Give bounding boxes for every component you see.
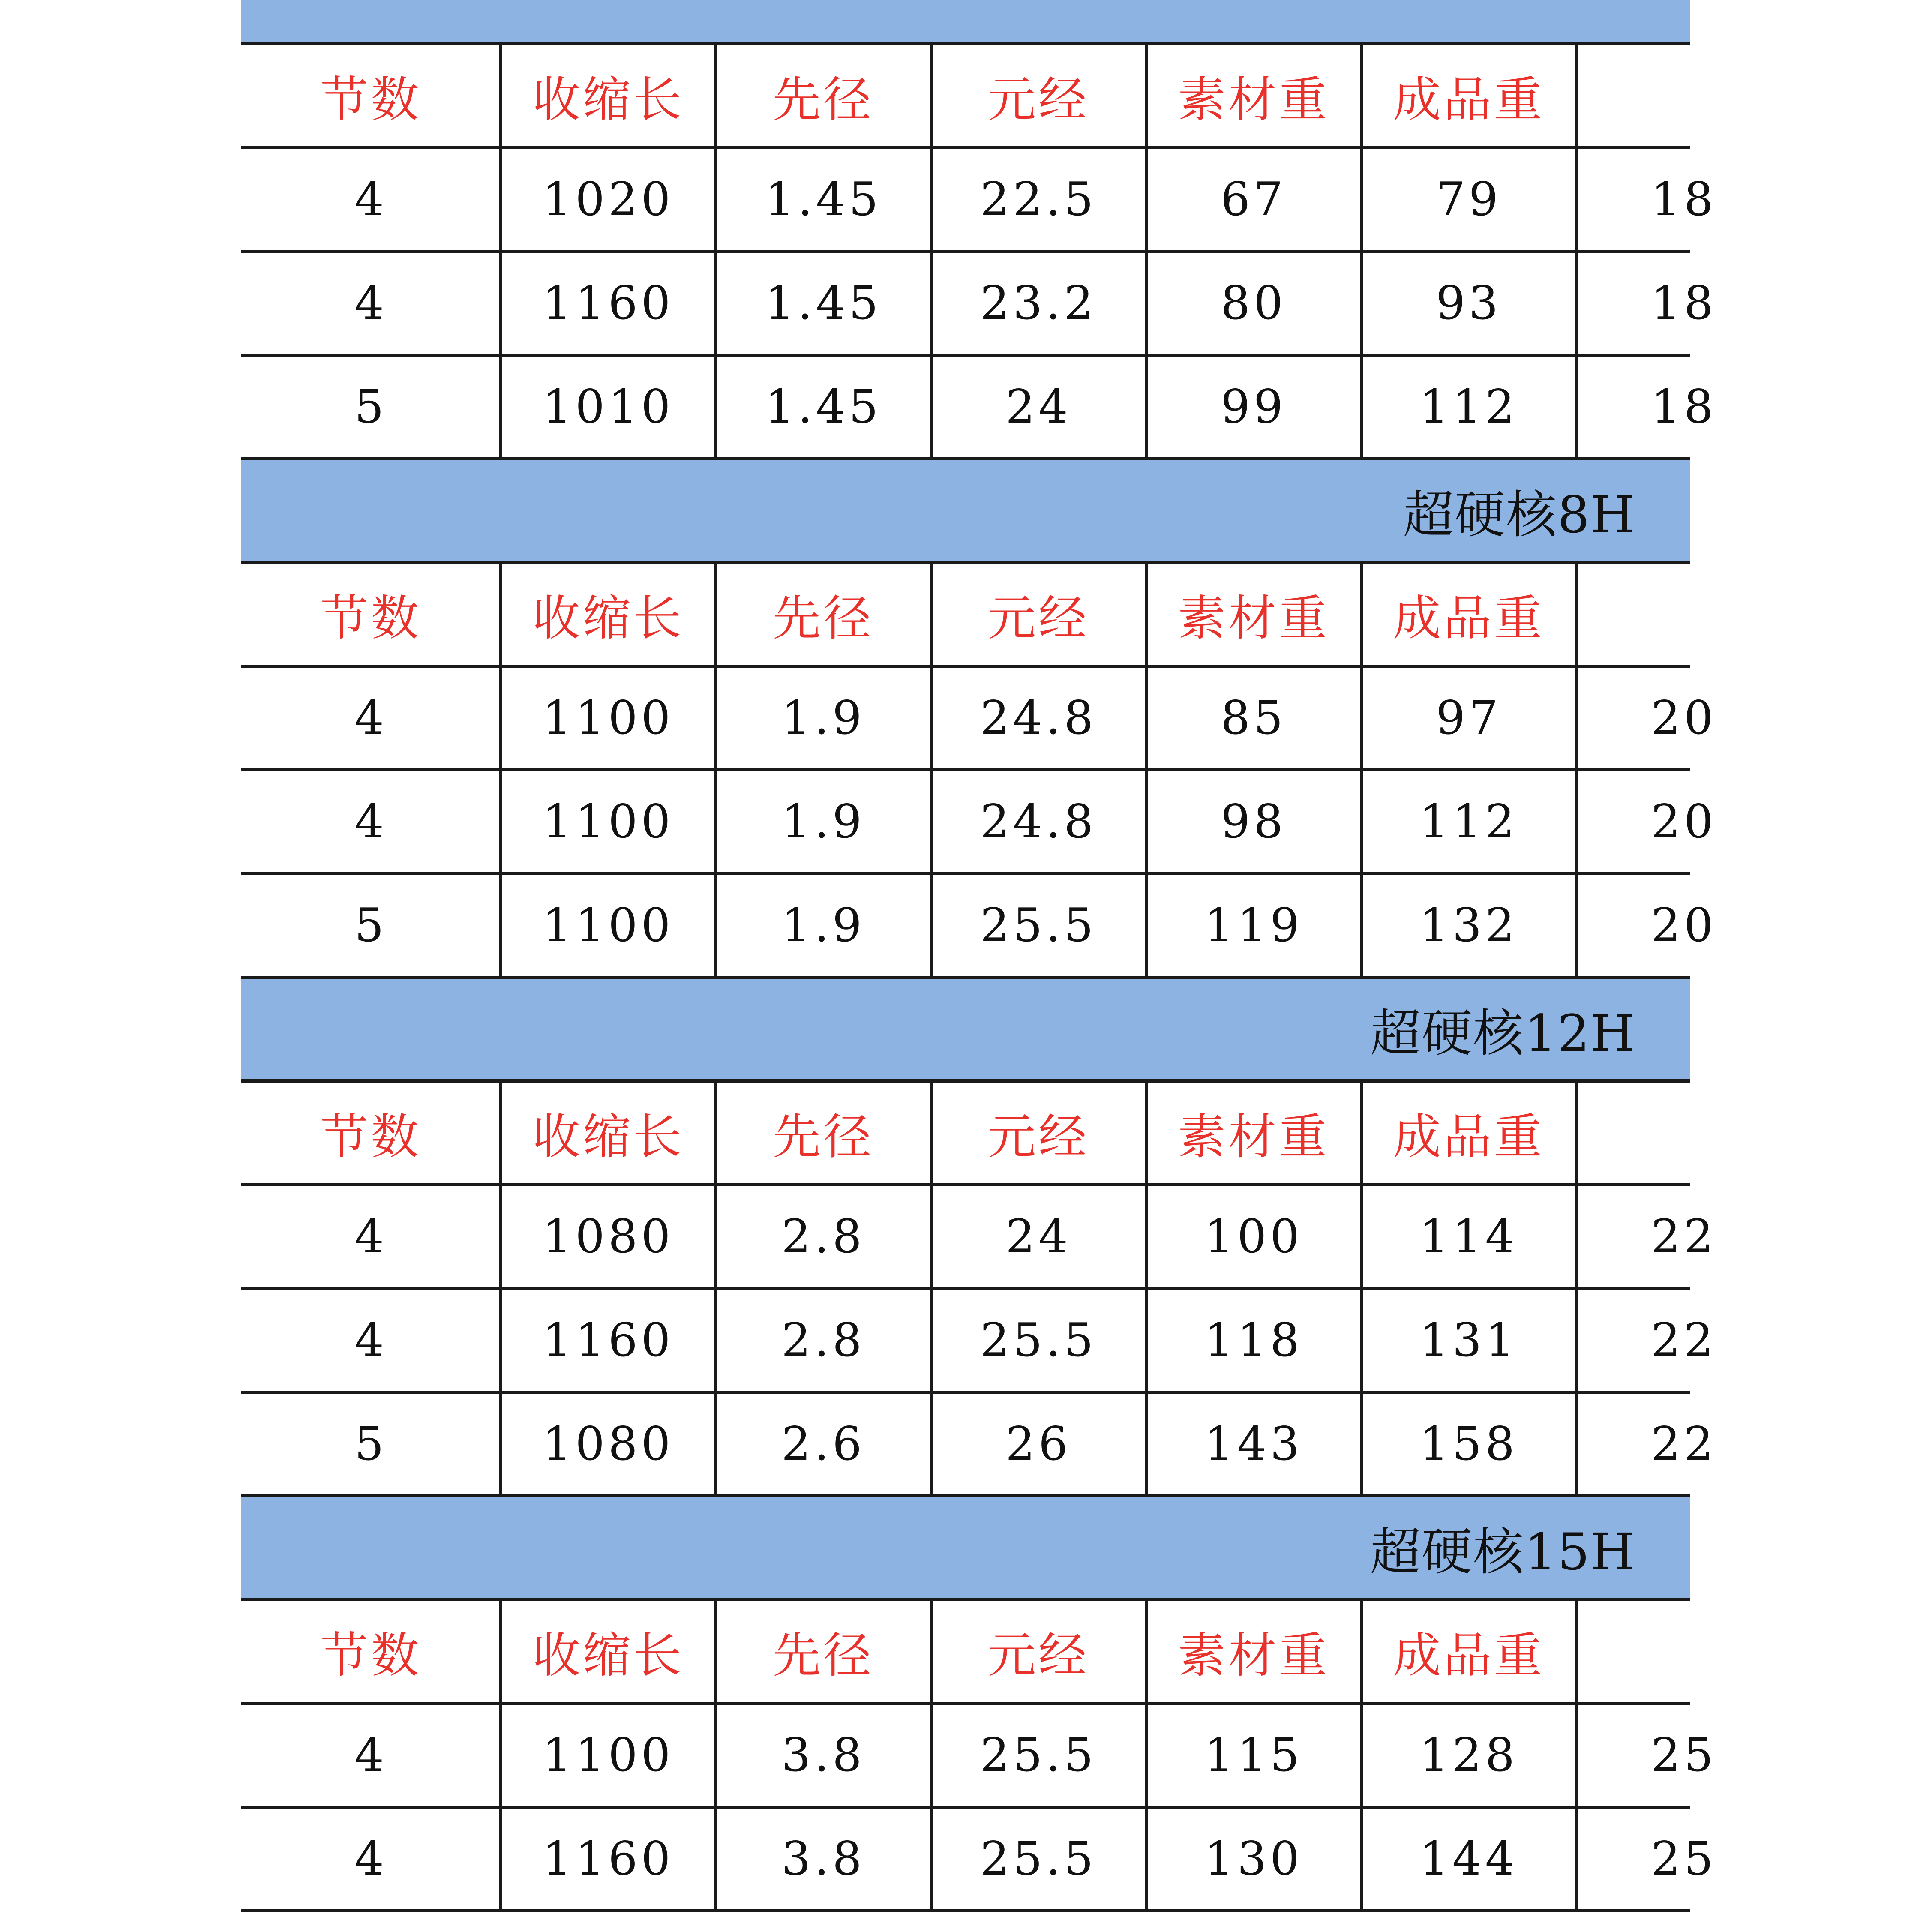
header-cell: 成品重 [1393,1109,1545,1165]
table-cell: 22.5 [980,173,1097,226]
spec-table [241,1083,1717,1497]
table-cell: 112 [1419,380,1518,434]
table-cell: 25.5 [980,1832,1097,1886]
header-row [241,1083,1690,1186]
table-cell: 24.8 [980,795,1097,849]
table-cell: 22 [1651,1210,1717,1263]
table-cell: 1.45 [765,173,882,226]
table-cell: 115 [1204,1728,1303,1782]
table-row [241,253,1717,357]
table-cell: 24 [1005,1210,1071,1263]
table-cell: 1100 [542,899,674,952]
table-row [241,1290,1717,1394]
table-cell: 4 [354,1314,387,1367]
table-cell: 18 [1651,380,1717,434]
header-cell: 素材重 [1178,591,1329,646]
table-cell: 1100 [542,691,674,745]
header-cell: 素材重 [1178,1628,1329,1683]
header-cell: 节数 [320,591,422,646]
table-cell: 22 [1651,1314,1717,1367]
header-cell: 收缩长 [532,72,684,128]
table-cell: 25 [1651,1728,1717,1782]
table-cell: 4 [354,1210,387,1263]
header-cell: 元经 [988,1628,1089,1683]
table-cell: 4 [354,691,387,745]
header-cell [1576,1601,1791,1702]
table-cell: 1.9 [781,899,865,952]
spec-table [241,45,1717,460]
table-cell: 5 [354,380,387,434]
table-cell: 1010 [542,380,674,434]
section-band [241,0,1690,45]
header-cell: 元经 [988,591,1089,646]
section-title: 超硬核15H [1370,1522,1635,1581]
table-cell: 4 [354,276,387,330]
table-cell: 2.6 [781,1417,865,1471]
table-cell: 25.5 [980,1728,1097,1782]
table-cell: 1020 [542,173,674,226]
section-band [241,1497,1690,1601]
table-row [241,1186,1717,1290]
section-band [241,460,1690,564]
table-cell: 3.8 [781,1728,865,1782]
section-title: 超硬核12H [1370,1004,1635,1063]
header-cell: 成品重 [1393,72,1545,128]
table-cell: 22 [1651,1417,1717,1471]
table-cell: 2.8 [781,1314,865,1367]
header-cell: 节数 [320,72,422,128]
table-row [241,668,1717,771]
table-cell: 1.45 [765,276,882,330]
table-cell: 25.5 [980,899,1097,952]
table-cell: 1100 [542,1728,674,1782]
table-cell: 130 [1204,1832,1303,1886]
header-cell: 素材重 [1178,1109,1329,1165]
table-row [241,771,1717,875]
header-cell: 先径 [773,1109,874,1165]
header-cell: 收缩长 [532,1628,684,1683]
table-cell: 114 [1419,1210,1518,1263]
table-cell: 23.2 [980,276,1097,330]
table-cell: 1.9 [781,795,865,849]
table-cell: 93 [1436,276,1502,330]
table-cell: 20 [1651,795,1717,849]
table-cell: 1160 [542,1832,674,1886]
table-cell: 1080 [542,1417,674,1471]
section-band [241,979,1690,1083]
header-cell: 收缩长 [532,591,684,646]
header-cell: 元经 [988,72,1089,128]
header-cell: 先径 [773,72,874,128]
table-row [241,1394,1717,1497]
table-cell: 20 [1651,899,1717,952]
table-cell: 97 [1436,691,1502,745]
table-cell: 128 [1419,1728,1518,1782]
header-cell: 先径 [773,591,874,646]
header-row [241,1601,1690,1705]
table-cell: 24 [1005,380,1071,434]
table-cell: 4 [354,795,387,849]
table-cell: 1.45 [765,380,882,434]
table-cell: 25.5 [980,1314,1097,1367]
header-cell: 节数 [320,1109,422,1165]
table-cell: 1100 [542,795,674,849]
spec-table [241,564,1717,979]
header-row [241,564,1690,668]
table-cell: 143 [1204,1417,1303,1471]
table-cell: 118 [1204,1314,1303,1367]
table-cell: 1.9 [781,691,865,745]
header-cell: 先径 [773,1628,874,1683]
header-cell [1576,1083,1791,1183]
header-cell: 元经 [988,1109,1089,1165]
table-cell: 5 [354,1417,387,1471]
table-cell: 132 [1419,899,1518,952]
table-cell: 119 [1204,899,1303,952]
table-cell: 2.8 [781,1210,865,1263]
table-cell: 131 [1419,1314,1518,1367]
table-row [241,875,1717,979]
header-cell: 节数 [320,1628,422,1683]
header-cell: 素材重 [1178,72,1329,128]
table-row [241,357,1717,460]
table-cell: 4 [354,1728,387,1782]
table-cell: 112 [1419,795,1518,849]
table-cell: 4 [354,173,387,226]
table-row [241,149,1717,253]
table-cell: 5 [354,899,387,952]
table-cell: 99 [1221,380,1287,434]
table-cell: 98 [1221,795,1287,849]
table-row [241,1809,1717,1912]
section-title: 超硬核8H [1403,485,1635,544]
table-cell: 1080 [542,1210,674,1263]
table-cell: 1160 [542,1314,674,1367]
table-cell: 18 [1651,276,1717,330]
table-cell: 1160 [542,276,674,330]
header-cell: 成品重 [1393,591,1545,646]
table-cell: 85 [1221,691,1287,745]
table-cell: 20 [1651,691,1717,745]
header-cell: 成品重 [1393,1628,1545,1683]
table-cell: 67 [1221,173,1287,226]
header-row [241,45,1690,149]
header-cell: 收缩长 [532,1109,684,1165]
table-cell: 26 [1005,1417,1071,1471]
header-cell [1576,564,1791,665]
table-cell: 24.8 [980,691,1097,745]
spec-sheet [241,0,1717,1932]
table-cell: 144 [1419,1832,1518,1886]
table-cell: 100 [1204,1210,1303,1263]
table-cell: 158 [1419,1417,1518,1471]
table-cell: 79 [1436,173,1502,226]
table-cell: 4 [354,1832,387,1886]
table-cell: 80 [1221,276,1287,330]
table-cell: 18 [1651,173,1717,226]
table-row [241,1705,1717,1809]
table-cell: 3.8 [781,1832,865,1886]
header-cell [1576,45,1791,146]
table-cell: 25 [1651,1832,1717,1886]
spec-table [241,1601,1717,1912]
